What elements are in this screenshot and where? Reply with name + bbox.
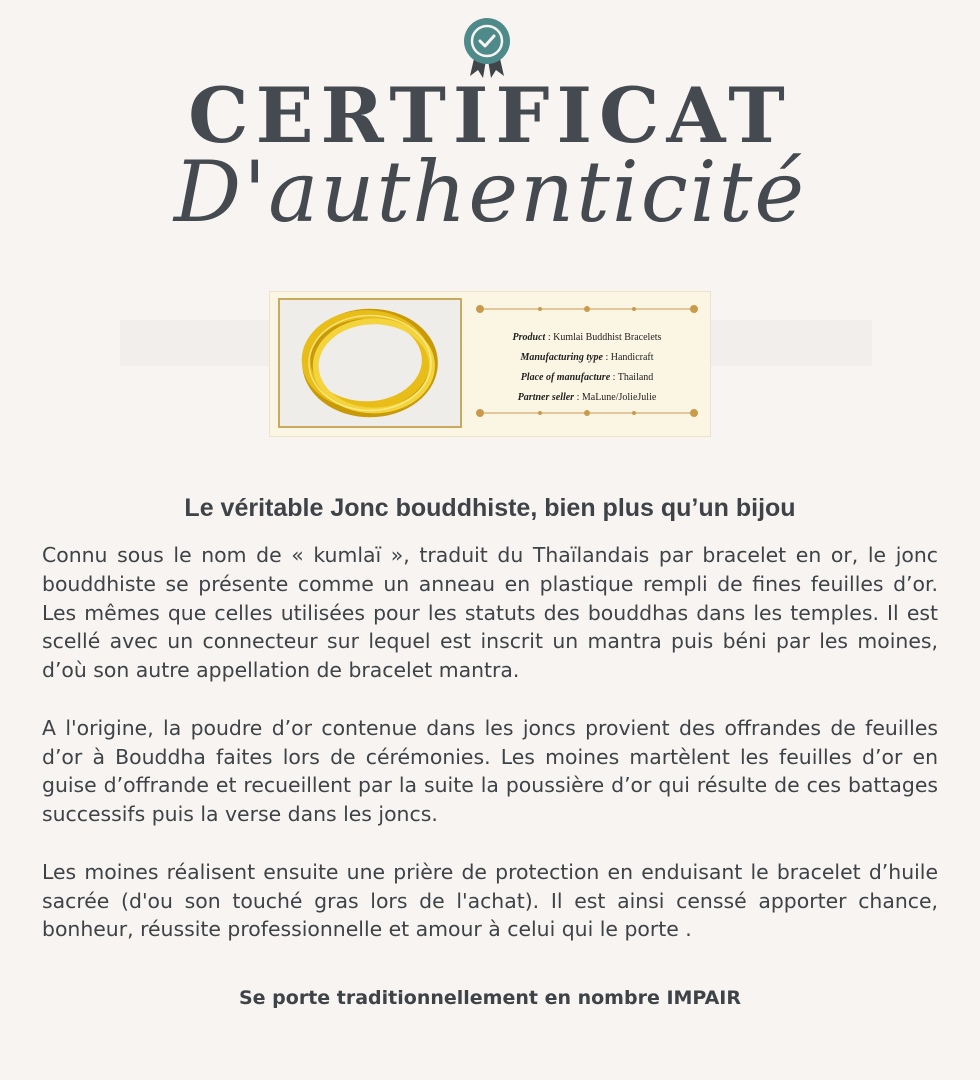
closing-note: Se porte traditionnellement en nombre IMPAIR bbox=[238, 987, 742, 1009]
ornament-divider-top bbox=[470, 302, 704, 316]
bracelet-photo bbox=[278, 298, 462, 428]
product-specs bbox=[470, 328, 704, 408]
spec-row: Place of manufacture : Thailand bbox=[520, 372, 654, 383]
ornament-divider-bottom bbox=[470, 406, 704, 420]
article-body bbox=[42, 541, 938, 944]
spec-row: Partner seller : MaLune/JolieJulie bbox=[517, 392, 657, 403]
certificate-title: CERTIFICAT bbox=[188, 71, 792, 160]
paragraph: Connu sous le nom de « kumlaï », traduit du Thaïlandais par bracelet en or, le jonc bouddhiste se présente comme un anneau en plastique rempli de fines feuilles d’or. Les mêmes que celles utilisées pour les statuts des bouddhas dans les temples. Il est scellé avec un connecteur sur lequel est inscrit un mantra puis béni par les moines, d’où son autre appellation de bracelet mantra. bbox=[42, 543, 938, 683]
article-heading: Le véritable Jonc bouddhiste, bien plus qu’un bijou bbox=[184, 494, 796, 522]
spec-row: Manufacturing type : Handicraft bbox=[520, 352, 654, 363]
paragraph: A l'origine, la poudre d’or contenue dans les joncs provient des offrandes de feuilles d’or à Bouddha faites lors de cérémonies. Les moines martèlent les feuilles d’or en guise d’offrande et recueillent par la suite la poussière d’or qui résulte de ces battages successifs puis la verse dans les joncs. bbox=[42, 715, 938, 827]
spec-row: Product : Kumlai Buddhist Bracelets bbox=[512, 332, 662, 343]
product-card bbox=[270, 292, 710, 436]
paragraph: Les moines réalisent ensuite une prière de protection en enduisant le bracelet d’huile sacrée (d'ou son touché gras lors de l'achat). Il est ainsi censsé apporter chance, bonheur, réussite professionnelle et amour à celui qui le porte . bbox=[42, 859, 938, 942]
certificate-subtitle: D'authenticité bbox=[173, 143, 807, 241]
